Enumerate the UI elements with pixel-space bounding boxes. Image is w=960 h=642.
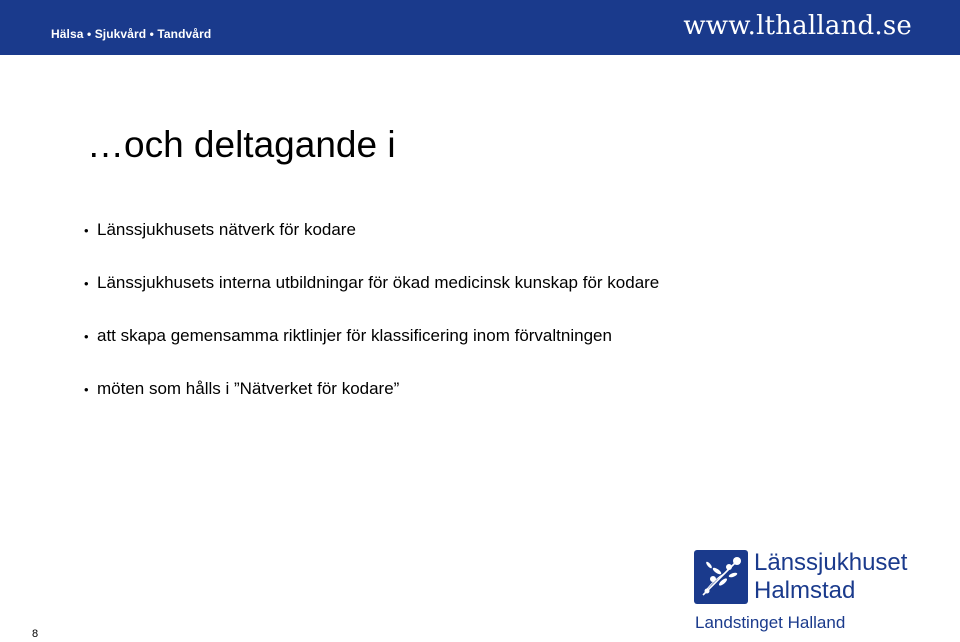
logo-county: Landstinget Halland — [695, 613, 846, 632]
header-url: www.lthalland.se — [683, 11, 912, 41]
header-tagline: Hälsa • Sjukvård • Tandvård — [51, 27, 212, 41]
bullet-item: • att skapa gemensamma riktlinjer för klassificering inom förvaltningen — [84, 324, 884, 377]
logo-name — [754, 549, 907, 605]
logo-line-2: Halmstad — [754, 577, 856, 604]
bullet-list — [84, 218, 884, 430]
slide-title: …och deltagande i — [87, 124, 396, 165]
bullet-item: • Länssjukhusets interna utbildningar för ökad medicinsk kunskap för kodare — [84, 271, 884, 324]
page-number: 8 — [32, 628, 39, 640]
bullet-item: • möten som hålls i ”Nätverket för kodare” — [84, 377, 884, 430]
logo-line-1: Länssjukhuset — [754, 549, 908, 576]
floral-shield-icon — [693, 549, 749, 605]
hospital-logo — [693, 549, 923, 637]
bullet-item: • Länssjukhusets nätverk för kodare — [84, 218, 884, 271]
header-bar — [0, 0, 960, 55]
